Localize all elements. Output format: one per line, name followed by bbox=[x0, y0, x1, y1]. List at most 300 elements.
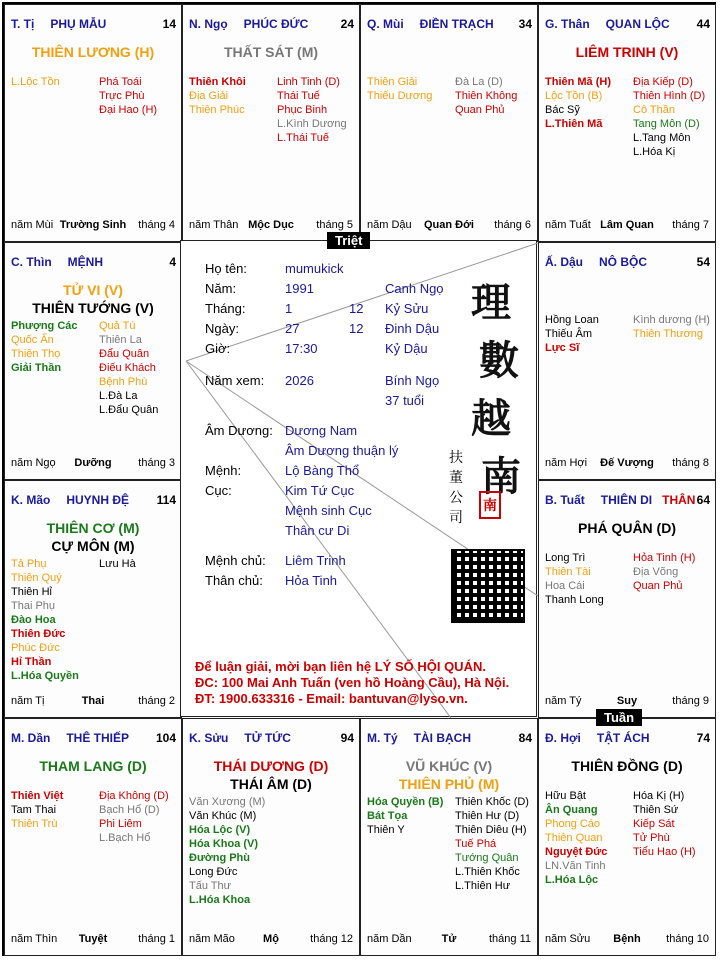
main-star: TỬ VI (V) bbox=[63, 282, 123, 298]
amduong-note: Âm Dương thuận lý bbox=[285, 443, 399, 458]
star-item: L.Hóa Khoa bbox=[189, 894, 251, 906]
star-item: Thiếu Âm bbox=[545, 328, 593, 340]
right-stars bbox=[633, 313, 710, 341]
star-item: L.Tang Môn bbox=[633, 132, 691, 144]
thanchu-value: Hỏa Tinh bbox=[285, 573, 338, 588]
namxem-age: 37 tuổi bbox=[385, 393, 425, 408]
star-item: Kiếp Sát bbox=[633, 818, 675, 830]
star-item: Tử Phù bbox=[633, 832, 670, 844]
palace-header bbox=[367, 17, 494, 31]
star-item: Thiên Tài bbox=[545, 566, 591, 578]
footer-month: tháng 6 bbox=[494, 219, 531, 231]
main-stars bbox=[5, 757, 181, 775]
star-item: Thiên Giải bbox=[367, 76, 418, 88]
footer-year: năm Mão bbox=[189, 933, 235, 945]
main-stars bbox=[183, 757, 359, 793]
palace-hoi[interactable] bbox=[538, 718, 716, 956]
left-stars bbox=[189, 795, 265, 907]
star-item: Lộc Tồn (B) bbox=[545, 90, 603, 102]
palace-footer bbox=[367, 219, 531, 231]
star-item: Cô Thần bbox=[633, 104, 675, 116]
star-item: Thiên Y bbox=[367, 824, 405, 836]
star-item: Hóa Lộc (V) bbox=[189, 824, 251, 836]
footer-phase: Quan Đới bbox=[424, 219, 474, 231]
main-stars bbox=[539, 43, 715, 61]
star-item: Thiên Hư (D) bbox=[455, 810, 520, 822]
right-stars bbox=[99, 319, 158, 417]
palace-number: 54 bbox=[696, 255, 710, 269]
footer-year: năm Tuất bbox=[545, 219, 591, 231]
palace-footer bbox=[11, 219, 175, 231]
footer-month: tháng 3 bbox=[138, 457, 175, 469]
footer-month: tháng 10 bbox=[666, 933, 709, 945]
star-item: Thiên Khốc (D) bbox=[455, 796, 529, 808]
star-item: Phúc Đức bbox=[11, 642, 60, 654]
star-item: Ân Quang bbox=[545, 804, 598, 816]
footer-phase: Trường Sinh bbox=[59, 219, 127, 231]
palace-number: 64 bbox=[696, 493, 710, 507]
palace-header bbox=[545, 17, 670, 31]
star-item: Địa Giải bbox=[189, 90, 229, 102]
center-v1-4: 17:30 bbox=[285, 341, 318, 356]
footer-month: tháng 5 bbox=[316, 219, 353, 231]
star-item: Thiên Đức bbox=[11, 628, 66, 640]
left-stars bbox=[11, 319, 78, 375]
main-stars bbox=[539, 757, 715, 775]
menh-value: Lộ Bàng Thổ bbox=[285, 463, 360, 478]
left-stars bbox=[189, 75, 246, 117]
star-item: Phượng Các bbox=[11, 320, 78, 332]
main-star: CỰ MÔN (M) bbox=[51, 538, 135, 554]
menh-label: Mệnh: bbox=[205, 463, 242, 478]
amduong-label: Âm Dương: bbox=[205, 423, 273, 438]
footer-phase: Dưỡng bbox=[74, 457, 112, 469]
star-item: Nguyệt Đức bbox=[545, 846, 608, 858]
palace-number: 4 bbox=[169, 255, 176, 269]
star-item: Thanh Long bbox=[545, 594, 604, 606]
footer-year: năm Hợi bbox=[545, 457, 588, 469]
palace-footer bbox=[11, 695, 175, 707]
star-item: Thiên Hình (D) bbox=[633, 90, 706, 102]
side-char-2: 董 bbox=[449, 470, 463, 486]
footer-year: năm Thìn bbox=[11, 933, 58, 945]
red-seal: 南 bbox=[479, 491, 501, 519]
star-item: Địa Kiếp (D) bbox=[633, 76, 693, 88]
main-star: THÁI DƯƠNG (D) bbox=[213, 758, 329, 774]
star-item: Địa Võng bbox=[633, 566, 679, 578]
star-item: Đẩu Quân bbox=[99, 348, 150, 360]
star-item: Lưu Hà bbox=[99, 558, 136, 570]
palace-name: TÀI BẠCH bbox=[413, 731, 471, 745]
footer-phase: Tử bbox=[441, 933, 457, 945]
calligraphy-char-2: 數 bbox=[479, 337, 519, 384]
right-stars bbox=[633, 75, 705, 159]
palace-header bbox=[11, 17, 106, 31]
footer-phase: Thai bbox=[81, 695, 105, 707]
palace-name: THIÊN DI bbox=[600, 493, 653, 507]
star-item: Thiên Thọ bbox=[11, 348, 61, 360]
center-v3-3: Đinh Dậu bbox=[385, 321, 440, 336]
star-item: L.Hóa Quyền bbox=[11, 670, 79, 682]
footer-phase: Tuyệt bbox=[78, 933, 108, 945]
main-stars bbox=[183, 43, 359, 61]
palace-footer bbox=[545, 219, 709, 231]
center-v1-3: 27 bbox=[285, 321, 300, 336]
palace-name: TẬT ÁCH bbox=[596, 731, 650, 745]
star-item: L.Thiên Hư bbox=[455, 880, 511, 892]
star-item: Thiên Không bbox=[455, 90, 518, 102]
star-item: L.Đẩu Quân bbox=[99, 404, 159, 416]
star-item: L.Lộc Tồn bbox=[11, 76, 60, 88]
palace-footer bbox=[189, 933, 353, 945]
star-item: Long Trì bbox=[545, 552, 586, 564]
center-v3-1: Canh Ngọ bbox=[385, 281, 444, 296]
palace-branch: M. Tý bbox=[367, 731, 398, 745]
calligraphy-char-3: 越 bbox=[471, 395, 511, 442]
star-item: Thái Tuế bbox=[277, 90, 320, 102]
cuc-label: Cục: bbox=[205, 483, 232, 498]
star-item: Hóa Kị (H) bbox=[633, 790, 685, 802]
palace-footer bbox=[545, 457, 709, 469]
star-item: Tấu Thư bbox=[189, 880, 232, 892]
palace-footer bbox=[11, 933, 175, 945]
left-stars bbox=[367, 795, 443, 837]
palace-number: 14 bbox=[162, 17, 176, 31]
thanchu-label: Thân chủ: bbox=[205, 573, 263, 588]
star-item: L.Thái Tuế bbox=[277, 132, 329, 144]
left-stars bbox=[545, 75, 611, 131]
star-item: Quả Tú bbox=[99, 320, 136, 332]
star-item: L.Thiên Khốc bbox=[455, 866, 520, 878]
palace-footer bbox=[367, 933, 531, 945]
right-stars bbox=[455, 795, 529, 893]
footer-phase: Suy bbox=[616, 695, 638, 707]
main-star: THÁI ÂM (D) bbox=[230, 776, 312, 792]
palace-dau[interactable] bbox=[538, 242, 716, 480]
star-item: Quốc Ấn bbox=[11, 334, 54, 346]
star-item: L.Kình Dương bbox=[277, 118, 347, 130]
main-star: LIÊM TRINH (V) bbox=[575, 44, 679, 60]
star-item: Thiếu Dương bbox=[367, 90, 433, 102]
palace-branch: C. Thìn bbox=[11, 255, 52, 269]
than-cu: Thân cư Di bbox=[285, 523, 350, 538]
palace-name: ĐIỀN TRẠCH bbox=[419, 17, 494, 31]
palace-branch: K. Mão bbox=[11, 493, 51, 507]
palace-header bbox=[367, 731, 471, 745]
palace-branch: M. Dần bbox=[11, 731, 51, 745]
center-v2-3: 12 bbox=[349, 321, 364, 336]
star-item: Tướng Quân bbox=[455, 852, 519, 864]
center-v1-1: 1991 bbox=[285, 281, 314, 296]
footer-month: tháng 4 bbox=[138, 219, 175, 231]
qr-code[interactable] bbox=[451, 549, 525, 623]
right-stars bbox=[99, 557, 136, 571]
palace-number: 114 bbox=[156, 493, 176, 507]
center-info-panel bbox=[180, 240, 537, 717]
palace-header bbox=[189, 17, 308, 31]
star-item: Thiên Mã (H) bbox=[545, 76, 611, 88]
side-char-1: 扶 bbox=[449, 450, 463, 466]
star-item: Phá Toái bbox=[99, 76, 142, 88]
footer-month: tháng 12 bbox=[310, 933, 353, 945]
palace-name: PHÚC ĐỨC bbox=[243, 17, 309, 31]
palace-number: 104 bbox=[155, 731, 176, 745]
footer-year: năm Dậu bbox=[367, 219, 412, 231]
calligraphy-char-1: 理 bbox=[471, 279, 511, 326]
right-stars bbox=[99, 75, 157, 117]
palace-header bbox=[545, 731, 650, 745]
star-item: Văn Xương (M) bbox=[189, 796, 266, 808]
left-stars bbox=[11, 789, 63, 831]
palace-suu[interactable] bbox=[182, 718, 360, 956]
star-item: Thiên Diêu (H) bbox=[455, 824, 527, 836]
palace-header bbox=[11, 255, 103, 269]
star-item: Lực Sĩ bbox=[545, 342, 580, 354]
star-item: Tang Môn (D) bbox=[633, 118, 700, 130]
star-item: Thiên Trù bbox=[11, 818, 58, 830]
center-v3-2: Kỷ Sửu bbox=[385, 301, 429, 316]
right-stars bbox=[455, 75, 517, 117]
main-star: THAM LANG (D) bbox=[39, 758, 147, 774]
palace-name: QUAN LỘC bbox=[605, 17, 670, 31]
star-item: Đại Hao (H) bbox=[99, 104, 158, 116]
left-stars bbox=[545, 789, 607, 887]
star-item: Đào Hoa bbox=[11, 614, 56, 626]
side-char-4: 司 bbox=[449, 510, 463, 526]
palace-footer bbox=[545, 933, 709, 945]
left-stars bbox=[545, 313, 599, 355]
palace-header bbox=[545, 493, 695, 507]
palace-branch: T. Tị bbox=[11, 17, 35, 31]
palace-branch: Ấ. Dậu bbox=[545, 255, 584, 269]
namxem-label: Năm xem: bbox=[205, 373, 265, 388]
star-item: Thai Phụ bbox=[11, 600, 56, 612]
star-item: Thiên Thương bbox=[633, 328, 704, 340]
palace-header bbox=[11, 731, 129, 745]
star-item: Đà La (D) bbox=[455, 76, 503, 88]
palace-branch: G. Thân bbox=[545, 17, 590, 31]
center-lab-2: Tháng: bbox=[205, 301, 246, 316]
palace-tuat[interactable] bbox=[538, 480, 716, 718]
main-stars bbox=[5, 519, 181, 555]
right-stars bbox=[633, 789, 696, 859]
star-item: Linh Tinh (D) bbox=[277, 76, 340, 88]
main-star: PHÁ QUÂN (D) bbox=[578, 520, 676, 536]
contact-line-1: Để luận giải, mời bạn liên hệ LÝ SỐ HỘI QUÁN. bbox=[195, 659, 486, 674]
star-item: Thiên Quý bbox=[11, 572, 62, 584]
star-item: Địa Không (D) bbox=[99, 790, 169, 802]
footer-year: năm Ngọ bbox=[11, 457, 56, 469]
footer-year: năm Thân bbox=[189, 219, 239, 231]
footer-month: tháng 7 bbox=[672, 219, 709, 231]
star-item: Văn Khúc (M) bbox=[189, 810, 257, 822]
palace-ty[interactable] bbox=[4, 4, 182, 242]
palace-number: 24 bbox=[340, 17, 354, 31]
star-item: Long Đức bbox=[189, 866, 238, 878]
star-item: Quan Phủ bbox=[633, 580, 683, 592]
palace-number: 44 bbox=[696, 17, 710, 31]
star-item: L.Đà La bbox=[99, 390, 138, 402]
palace-name: NÔ BỘC bbox=[599, 255, 648, 269]
triet-tag: Triệt bbox=[327, 232, 370, 249]
palace-than[interactable] bbox=[538, 4, 716, 242]
star-item: Bạch Hổ (D) bbox=[99, 804, 160, 816]
main-stars bbox=[5, 43, 181, 61]
footer-phase: Mộc Dục bbox=[248, 219, 294, 231]
star-item: Tiểu Hao (H) bbox=[633, 846, 696, 858]
footer-month: tháng 9 bbox=[672, 695, 709, 707]
right-stars bbox=[633, 551, 695, 593]
palace-branch: B. Tuất bbox=[545, 493, 585, 507]
center-v1-0: mumukick bbox=[285, 261, 344, 276]
palace-number: 84 bbox=[518, 731, 532, 745]
left-stars bbox=[11, 75, 60, 89]
center-v2-2: 12 bbox=[349, 301, 364, 316]
star-item: Hỉ Thần bbox=[11, 656, 52, 668]
contact-line-3: ĐT: 1900.633316 - Email: bantuvan@lyso.vn. bbox=[195, 691, 468, 706]
palace-extra: THÂN bbox=[662, 493, 696, 507]
footer-year: năm Mùi bbox=[11, 219, 54, 231]
footer-month: tháng 1 bbox=[138, 933, 175, 945]
palace-header bbox=[545, 255, 647, 269]
main-star: THIÊN PHỦ (M) bbox=[398, 776, 500, 792]
star-item: Giải Thần bbox=[11, 362, 62, 374]
menhchu-value: Liêm Trinh bbox=[285, 553, 346, 568]
star-item: L.Thiên Mã bbox=[545, 118, 603, 130]
palace-dan[interactable] bbox=[4, 718, 182, 956]
tuan-tag: Tuần bbox=[596, 709, 642, 726]
star-item: Thiên Hỉ bbox=[11, 586, 52, 598]
palace-number: 34 bbox=[518, 17, 532, 31]
footer-phase: Mộ bbox=[263, 933, 279, 945]
left-stars bbox=[545, 551, 604, 607]
star-item: Phục Binh bbox=[277, 104, 328, 116]
star-item: Bệnh Phù bbox=[99, 376, 148, 388]
side-char-3: 公 bbox=[449, 490, 463, 506]
star-item: Điếu Khách bbox=[99, 362, 156, 374]
star-item: Hoa Cái bbox=[545, 580, 585, 592]
namxem-year: 2026 bbox=[285, 373, 314, 388]
amduong-value: Dương Nam bbox=[285, 423, 358, 438]
footer-phase: Bệnh bbox=[613, 933, 641, 945]
center-v3-4: Kỷ Dậu bbox=[385, 341, 428, 356]
palace-ngo[interactable] bbox=[182, 4, 360, 242]
main-stars bbox=[5, 281, 181, 317]
footer-phase: Lâm Quan bbox=[600, 219, 654, 231]
star-item: Phong Cáo bbox=[545, 818, 601, 830]
cuc-value: Kim Tứ Cục bbox=[285, 483, 355, 498]
star-item: Thiên Phúc bbox=[189, 104, 245, 116]
star-item: Kình dương (H) bbox=[633, 314, 710, 326]
main-star: VŨ KHÚC (V) bbox=[405, 758, 493, 774]
star-item: Hỏa Tinh (H) bbox=[633, 552, 696, 564]
main-stars bbox=[539, 519, 715, 537]
palace-number: 74 bbox=[696, 731, 710, 745]
palace-name: PHỤ MẪU bbox=[50, 17, 107, 31]
star-item: Hóa Quyền (B) bbox=[367, 796, 444, 808]
center-lab-4: Giờ: bbox=[205, 341, 231, 356]
star-item: Hữu Bật bbox=[545, 790, 586, 802]
palace-branch: Q. Mùi bbox=[367, 17, 404, 31]
footer-month: tháng 11 bbox=[488, 933, 531, 945]
main-star: THIÊN LƯƠNG (H) bbox=[31, 44, 155, 60]
palace-name: TỬ TỨC bbox=[244, 731, 291, 745]
footer-year: năm Sửu bbox=[545, 933, 591, 945]
palace-mui[interactable] bbox=[360, 4, 538, 242]
right-stars bbox=[277, 75, 347, 145]
right-stars bbox=[99, 789, 169, 845]
left-stars bbox=[367, 75, 432, 103]
namxem-canchi: Bính Ngọ bbox=[385, 373, 440, 388]
palace-name: THÊ THIẾP bbox=[66, 731, 130, 745]
center-lab-0: Họ tên: bbox=[205, 261, 247, 276]
center-v1-2: 1 bbox=[285, 301, 293, 316]
star-item: Bát Tọa bbox=[367, 810, 408, 822]
palace-number: 94 bbox=[340, 731, 354, 745]
star-item: Thiên Quan bbox=[545, 832, 603, 844]
star-item: Thiên Việt bbox=[11, 790, 64, 802]
footer-month: tháng 8 bbox=[672, 457, 709, 469]
star-item: Phi Liêm bbox=[99, 818, 142, 830]
palace-name: HUYNH ĐỆ bbox=[66, 493, 130, 507]
palace-branch: N. Ngọ bbox=[189, 17, 228, 31]
palace-ty2[interactable] bbox=[360, 718, 538, 956]
star-item: Thiên Khôi bbox=[189, 76, 246, 88]
contact-line-2: ĐC: 100 Mai Anh Tuấn (ven hồ Hoàng Cầu), Hà Nội. bbox=[195, 675, 510, 690]
star-item: L.Hóa Kị bbox=[633, 146, 676, 158]
star-item: Tam Thai bbox=[11, 804, 57, 816]
footer-month: tháng 2 bbox=[138, 695, 175, 707]
footer-year: năm Tị bbox=[11, 695, 45, 707]
palace-footer bbox=[545, 695, 709, 707]
palace-name: MỆNH bbox=[67, 255, 104, 269]
star-item: Hồng Loan bbox=[545, 314, 599, 326]
center-lab-3: Ngày: bbox=[205, 321, 239, 336]
palace-header bbox=[11, 493, 129, 507]
star-item: L.Bạch Hổ bbox=[99, 832, 151, 844]
star-item: Trực Phù bbox=[99, 90, 145, 102]
footer-year: năm Dần bbox=[367, 933, 412, 945]
star-item: Hóa Khoa (V) bbox=[189, 838, 259, 850]
menhchu-label: Mệnh chủ: bbox=[205, 553, 266, 568]
star-item: LN.Văn Tinh bbox=[545, 860, 606, 872]
main-stars bbox=[361, 757, 537, 793]
main-star: THẤT SÁT (M) bbox=[223, 44, 319, 60]
palace-footer bbox=[11, 457, 175, 469]
star-item: Tả Phụ bbox=[11, 558, 47, 570]
palace-footer bbox=[189, 219, 353, 231]
main-star: THIÊN ĐỒNG (D) bbox=[571, 758, 683, 774]
palace-thin[interactable] bbox=[4, 242, 182, 480]
star-item: Quan Phủ bbox=[455, 104, 505, 116]
footer-phase: Đế Vượng bbox=[600, 457, 654, 469]
star-item: Đường Phù bbox=[189, 852, 250, 864]
palace-header bbox=[189, 731, 291, 745]
footer-year: năm Tý bbox=[545, 695, 582, 707]
star-item: L.Hóa Lộc bbox=[545, 874, 599, 886]
star-item: Thiên Sứ bbox=[633, 804, 679, 816]
cuc-note: Mệnh sinh Cục bbox=[285, 503, 372, 518]
palace-mao[interactable] bbox=[4, 480, 182, 718]
star-item: Bác Sỹ bbox=[545, 104, 580, 116]
palace-branch: K. Sửu bbox=[189, 731, 229, 745]
star-item: Tuế Phá bbox=[455, 838, 497, 850]
main-star: THIÊN CƠ (M) bbox=[46, 520, 140, 536]
calligraphy-char-4: 南 bbox=[481, 453, 521, 500]
star-item: Thiên La bbox=[99, 334, 142, 346]
center-lab-1: Năm: bbox=[205, 281, 237, 296]
palace-branch: Đ. Hợi bbox=[545, 731, 581, 745]
